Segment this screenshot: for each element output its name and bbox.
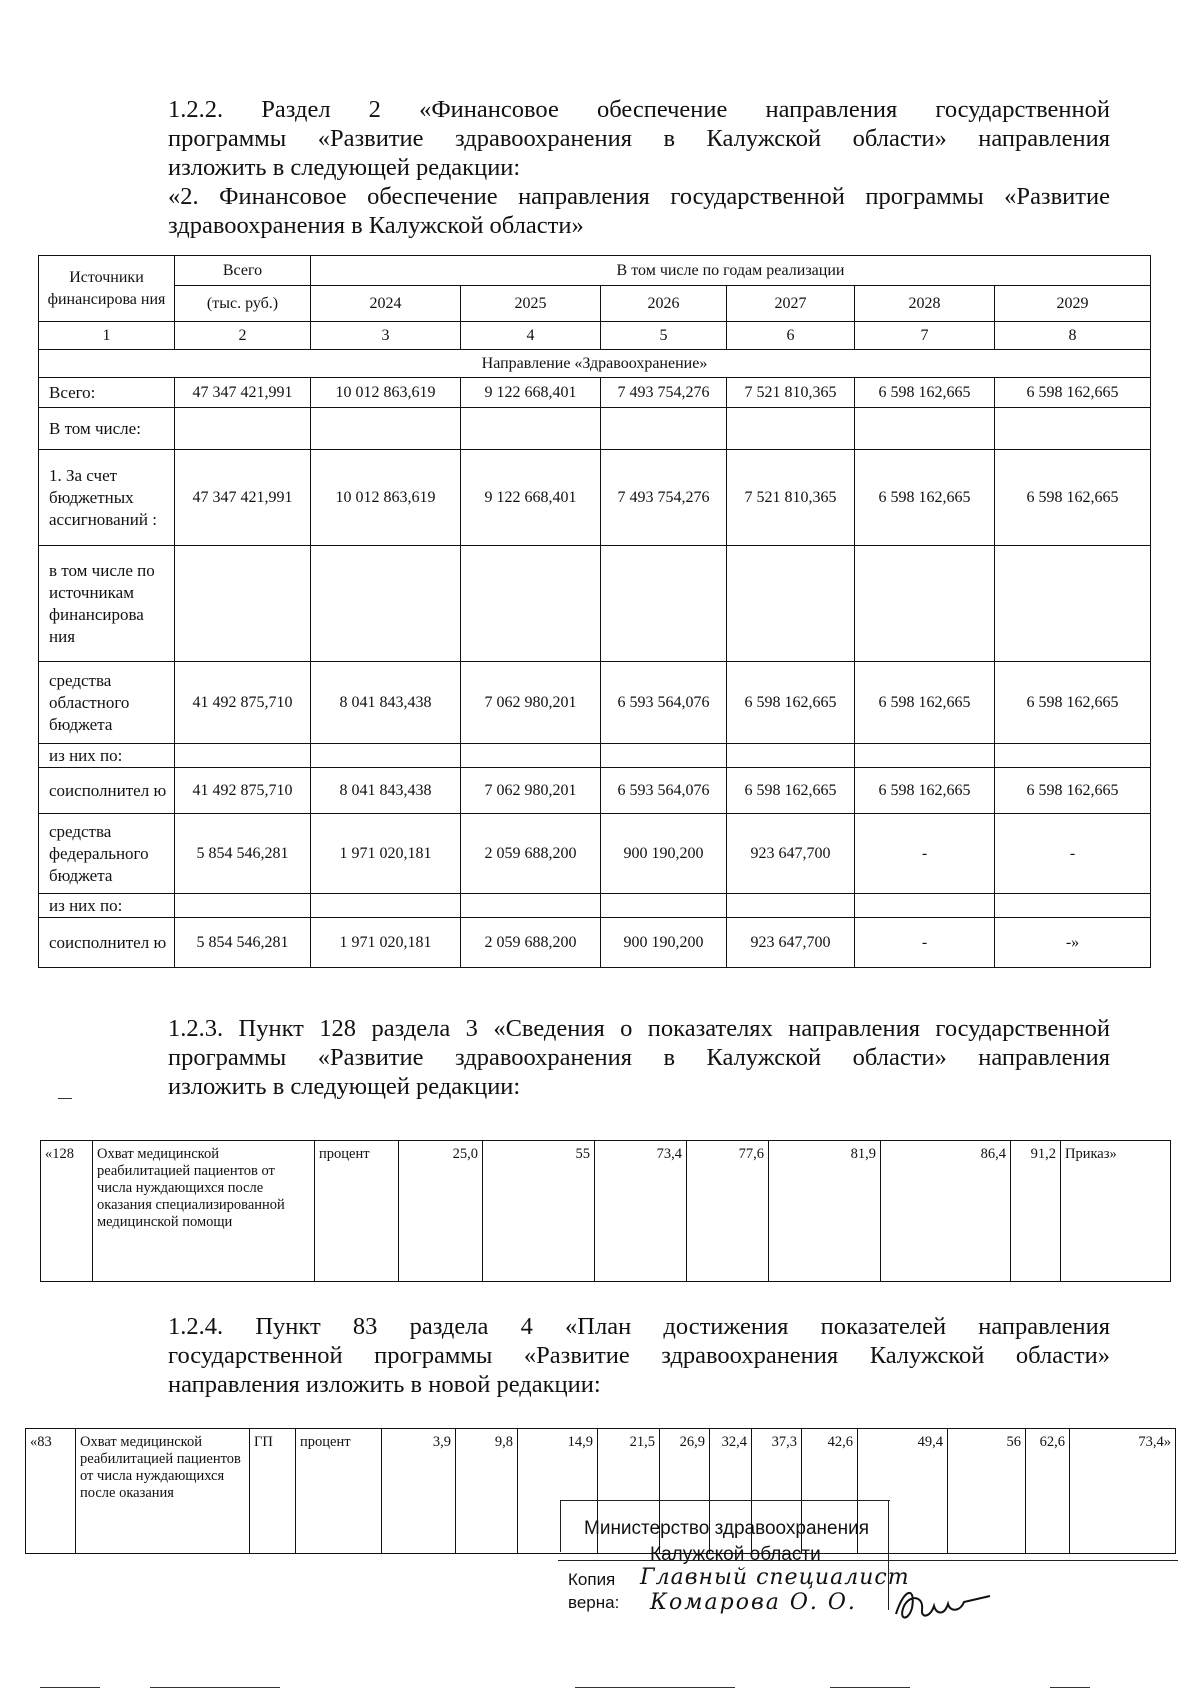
amount-cell: 9 122 668,401 [461, 378, 601, 408]
header-year: 2029 [995, 286, 1151, 322]
paragraph-line: «2. Финансовое обеспечение направления государственной программы «Развитие [168, 183, 1110, 210]
indicator-value: 37,3 [752, 1429, 802, 1554]
source-label: В том числе: [39, 408, 175, 450]
amount-cell: 7 493 754,276 [601, 450, 727, 546]
paragraph-line: изложить в следующей редакции: [168, 154, 521, 181]
source-label: из них по: [39, 744, 175, 768]
scan-mark [40, 1687, 100, 1688]
source-label: средства федерального бюджета [39, 814, 175, 894]
indicator-value: 21,5 [598, 1429, 660, 1554]
amount-cell [727, 894, 855, 918]
source-label: 1. За счет бюджетных ассигнований : [39, 450, 175, 546]
indicator-128-table [40, 1140, 1171, 1282]
indicator-value: 14,9 [518, 1429, 598, 1554]
paragraph-1-2-3 [168, 1014, 1110, 1101]
indicator-value: 81,9 [769, 1141, 881, 1282]
amount-cell: 41 492 875,710 [175, 662, 311, 744]
table-row [39, 918, 1151, 968]
indicator-value: 77,6 [687, 1141, 769, 1282]
indicator-value: 73,4» [1070, 1429, 1176, 1554]
header-year: 2024 [311, 286, 461, 322]
true-label: верна: [568, 1593, 620, 1612]
amount-cell: 8 041 843,438 [311, 662, 461, 744]
indicator-value: 25,0 [399, 1141, 483, 1282]
amount-cell [311, 744, 461, 768]
amount-cell [461, 894, 601, 918]
amount-cell [855, 546, 995, 662]
amount-cell [311, 894, 461, 918]
amount-cell: 6 598 162,665 [855, 662, 995, 744]
amount-cell [855, 408, 995, 450]
header-year: 2027 [727, 286, 855, 322]
indicator-name: Охват медицинской реабилитацией пациентов от числа нуждающихся после оказания специализированной медицинской помощи [93, 1141, 315, 1282]
amount-cell: 6 598 162,665 [855, 450, 995, 546]
source-label: Всего: [39, 378, 175, 408]
column-number: 5 [601, 322, 727, 350]
amount-cell [461, 408, 601, 450]
indicator-value: 73,4 [595, 1141, 687, 1282]
amount-cell [601, 546, 727, 662]
scan-mark [575, 1687, 735, 1688]
amount-cell: 2 059 688,200 [461, 814, 601, 894]
amount-cell [311, 546, 461, 662]
amount-cell: 7 521 810,365 [727, 450, 855, 546]
amount-cell [175, 546, 311, 662]
stamp-line [560, 1500, 890, 1501]
amount-cell: 10 012 863,619 [311, 450, 461, 546]
amount-cell: 6 598 162,665 [995, 450, 1151, 546]
amount-cell: 900 190,200 [601, 814, 727, 894]
paragraph-line: программы «Развитие здравоохранения в Калужской области» направления [168, 1044, 1110, 1071]
amount-cell: 7 062 980,201 [461, 662, 601, 744]
stamp-org-line1: Министерство здравоохранения [584, 1518, 869, 1539]
amount-cell [727, 546, 855, 662]
table-row [39, 450, 1151, 546]
header-years-title: В том числе по годам реализации [311, 256, 1151, 286]
signature-icon [890, 1578, 1000, 1628]
indicator-value: 3,9 [382, 1429, 456, 1554]
amount-cell [727, 408, 855, 450]
source-label: средства областного бюджета [39, 662, 175, 744]
scan-mark [58, 1098, 72, 1099]
indicator-document: Приказ» [1061, 1141, 1171, 1282]
indicator-name: Охват медицинской реабилитацией пациентов от числа нуждающихся после оказания [76, 1429, 250, 1554]
table-row [39, 744, 1151, 768]
amount-cell: 6 598 162,665 [995, 378, 1151, 408]
amount-cell [995, 894, 1151, 918]
amount-cell: 8 041 843,438 [311, 768, 461, 814]
indicator-value: 91,2 [1011, 1141, 1061, 1282]
indicator-unit: процент [315, 1141, 399, 1282]
table-row [39, 408, 1151, 450]
amount-cell: 923 647,700 [727, 814, 855, 894]
row-number: «83 [26, 1429, 76, 1554]
table-row [39, 894, 1151, 918]
stamp-line [558, 1560, 1178, 1561]
column-number: 1 [39, 322, 175, 350]
scan-mark [150, 1687, 280, 1688]
amount-cell: 5 854 546,281 [175, 918, 311, 968]
amount-cell [311, 408, 461, 450]
amount-cell: 6 598 162,665 [855, 768, 995, 814]
indicator-value: 26,9 [660, 1429, 710, 1554]
source-label: соисполнител ю [39, 768, 175, 814]
amount-cell: - [855, 918, 995, 968]
paragraph-1-2-4 [168, 1312, 1110, 1399]
table-row [39, 662, 1151, 744]
amount-cell [175, 408, 311, 450]
column-number: 6 [727, 322, 855, 350]
amount-cell [461, 546, 601, 662]
stamp-line [888, 1500, 889, 1610]
amount-cell: 7 521 810,365 [727, 378, 855, 408]
stamp-org-line2: Калужской области [650, 1544, 821, 1565]
header-year: 2026 [601, 286, 727, 322]
amount-cell: 6 593 564,076 [601, 768, 727, 814]
column-number: 4 [461, 322, 601, 350]
amount-cell: 10 012 863,619 [311, 378, 461, 408]
table-row [39, 378, 1151, 408]
paragraph-line: изложить в следующей редакции: [168, 1073, 521, 1100]
paragraph-line: программы «Развитие здравоохранения в Калужской области» направления [168, 125, 1110, 152]
scan-mark [830, 1687, 910, 1688]
amount-cell: 7 062 980,201 [461, 768, 601, 814]
indicator-level: ГП [250, 1429, 296, 1554]
source-label: из них по: [39, 894, 175, 918]
amount-cell: 6 598 162,665 [727, 768, 855, 814]
indicator-value: 56 [948, 1429, 1026, 1554]
amount-cell [601, 744, 727, 768]
paragraph-1-2-2 [168, 95, 1110, 240]
header-units: (тыс. руб.) [175, 286, 311, 322]
amount-cell: - [995, 814, 1151, 894]
section-title: Направление «Здравоохранение» [39, 350, 1151, 378]
amount-cell: 47 347 421,991 [175, 378, 311, 408]
indicator-value: 62,6 [1026, 1429, 1070, 1554]
amount-cell: - [855, 814, 995, 894]
header-total: Всего [175, 256, 311, 286]
table-row [39, 546, 1151, 662]
table-row [39, 768, 1151, 814]
finance-table [38, 255, 1151, 968]
indicator-value: 32,4 [710, 1429, 752, 1554]
column-number: 7 [855, 322, 995, 350]
header-year: 2028 [855, 286, 995, 322]
column-number: 3 [311, 322, 461, 350]
stamp-line [560, 1500, 561, 1552]
paragraph-line: направления изложить в новой редакции: [168, 1371, 601, 1398]
source-label: в том числе по источникам финансирова ния [39, 546, 175, 662]
amount-cell: 9 122 668,401 [461, 450, 601, 546]
copy-label: Копия [568, 1570, 616, 1589]
row-number: «128 [41, 1141, 93, 1282]
amount-cell: 900 190,200 [601, 918, 727, 968]
scan-mark [1050, 1687, 1090, 1688]
amount-cell: 47 347 421,991 [175, 450, 311, 546]
indicator-unit: процент [296, 1429, 382, 1554]
header-year: 2025 [461, 286, 601, 322]
amount-cell [601, 408, 727, 450]
handwritten-name: Комарова О. О. [650, 1590, 857, 1615]
column-number: 8 [995, 322, 1151, 350]
paragraph-line: здравоохранения в Калужской области» [168, 212, 584, 239]
amount-cell [175, 744, 311, 768]
indicator-value: 9,8 [456, 1429, 518, 1554]
amount-cell [855, 894, 995, 918]
amount-cell: 6 598 162,665 [727, 662, 855, 744]
header-source: Источники финансирова ния [39, 256, 175, 322]
amount-cell: -» [995, 918, 1151, 968]
amount-cell: 2 059 688,200 [461, 918, 601, 968]
amount-cell [995, 546, 1151, 662]
paragraph-line: 1.2.4. Пункт 83 раздела 4 «План достижения показателей направления [168, 1313, 1110, 1340]
indicator-value: 86,4 [881, 1141, 1011, 1282]
amount-cell: 6 598 162,665 [855, 378, 995, 408]
amount-cell: 1 971 020,181 [311, 918, 461, 968]
indicator-value: 42,6 [802, 1429, 858, 1554]
amount-cell: 41 492 875,710 [175, 768, 311, 814]
indicator-value: 49,4 [858, 1429, 948, 1554]
amount-cell [855, 744, 995, 768]
amount-cell: 923 647,700 [727, 918, 855, 968]
source-label: соисполнител ю [39, 918, 175, 968]
paragraph-line: 1.2.3. Пункт 128 раздела 3 «Сведения о показателях направления государственной [168, 1015, 1110, 1042]
paragraph-line: государственной программы «Развитие здравоохранения Калужской области» [168, 1342, 1110, 1369]
amount-cell: 6 598 162,665 [995, 662, 1151, 744]
amount-cell: 6 598 162,665 [995, 768, 1151, 814]
amount-cell: 7 493 754,276 [601, 378, 727, 408]
amount-cell [995, 408, 1151, 450]
column-number: 2 [175, 322, 311, 350]
handwritten-position: Главный специалист [640, 1565, 910, 1590]
column-number-row [39, 322, 1151, 350]
indicator-value: 55 [483, 1141, 595, 1282]
table-row [39, 814, 1151, 894]
paragraph-line: 1.2.2. Раздел 2 «Финансовое обеспечение направления государственной [168, 96, 1110, 123]
amount-cell [601, 894, 727, 918]
amount-cell [175, 894, 311, 918]
amount-cell [461, 744, 601, 768]
amount-cell [995, 744, 1151, 768]
amount-cell [727, 744, 855, 768]
amount-cell: 6 593 564,076 [601, 662, 727, 744]
amount-cell: 1 971 020,181 [311, 814, 461, 894]
amount-cell: 5 854 546,281 [175, 814, 311, 894]
